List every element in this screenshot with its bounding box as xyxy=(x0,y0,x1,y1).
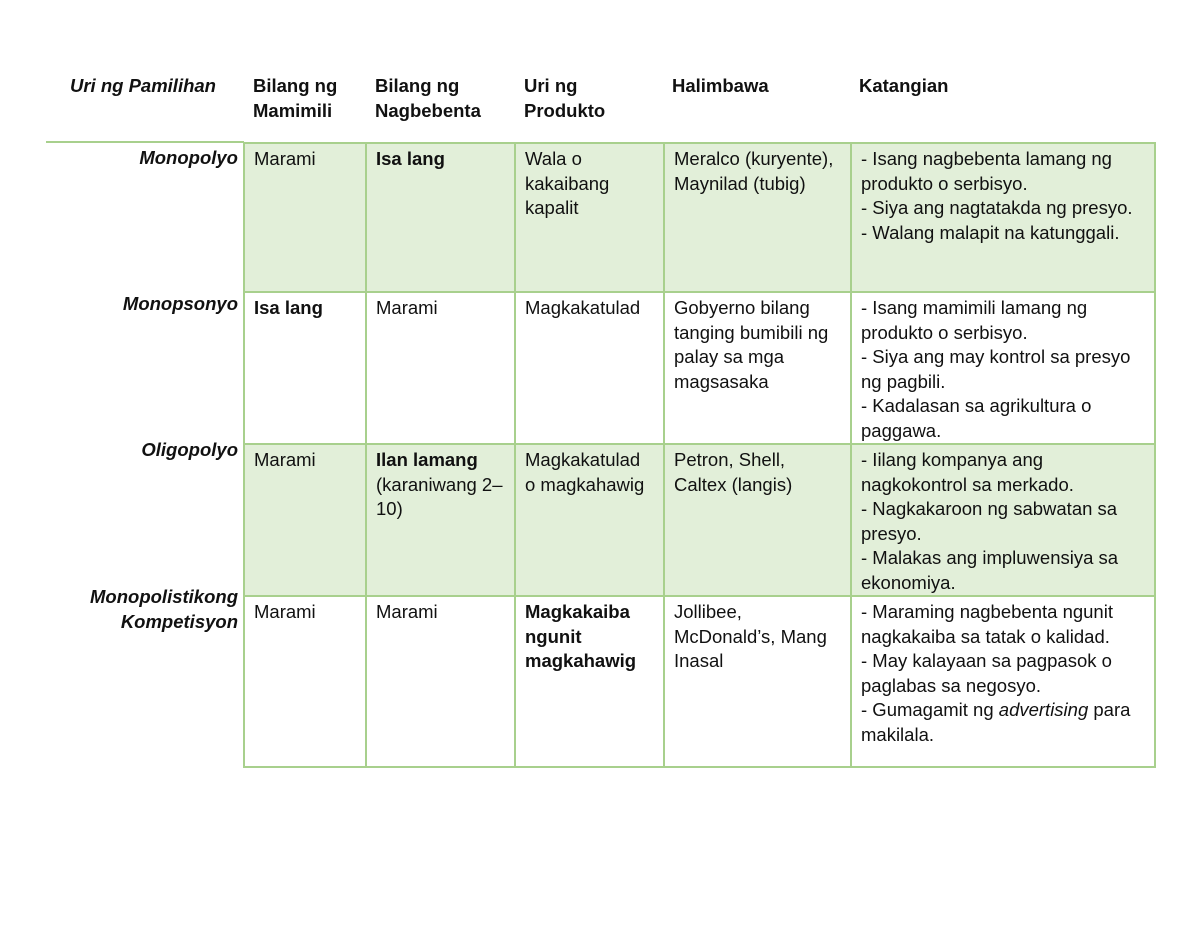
row-label-monopsonyo: Monopsonyo xyxy=(122,293,238,314)
table-row xyxy=(244,143,1155,292)
row-label-oligopolyo: Oligopolyo xyxy=(141,439,238,460)
cell-produkto: Magkakatulad xyxy=(515,292,664,444)
table-row xyxy=(244,444,1155,596)
header-uri-ng-pamilihan: Uri ng Pamilihan xyxy=(70,75,216,96)
cell-mamimili: Marami xyxy=(244,143,366,292)
cell-katangian xyxy=(851,143,1155,292)
nagbebenta-note: (karaniwang 2–10) xyxy=(376,473,503,519)
header-divider xyxy=(46,141,244,143)
katangian-text: para makilala. xyxy=(861,699,1131,745)
katangian-item: - May kalayaan sa pagpasok o paglabas sa negosyo. xyxy=(861,650,1112,696)
katangian-item: - Siya ang may kontrol sa presyo ng pagbili. xyxy=(861,346,1131,392)
row-label-monopolyo: Monopolyo xyxy=(139,147,238,168)
cell-halimbawa: Meralco (kuryente), Maynilad (tubig) xyxy=(664,143,851,292)
katangian-item: - Nagkakaroon ng sabwatan sa presyo. xyxy=(861,498,1118,544)
cell-nagbebenta xyxy=(366,444,515,596)
cell-mamimili: Marami xyxy=(244,596,366,767)
cell-produkto: Magkakatulad o magkahawig xyxy=(515,444,664,596)
cell-katangian xyxy=(851,596,1155,767)
katangian-item: - Malakas ang impluwensiya sa ekonomiya. xyxy=(861,547,1119,593)
header-katangian: Katangian xyxy=(859,75,949,96)
katangian-item: - Siya ang nagtatakda ng presyo. xyxy=(861,197,1133,218)
header-bilang-nagbebenta: Bilang ng Nagbebenta xyxy=(375,75,481,121)
table-row xyxy=(244,596,1155,767)
market-types-table xyxy=(243,142,1156,768)
cell-halimbawa: Petron, Shell, Caltex (langis) xyxy=(664,444,851,596)
cell-katangian xyxy=(851,292,1155,444)
katangian-emphasis: advertising xyxy=(998,699,1089,720)
cell-katangian xyxy=(851,444,1155,596)
cell-nagbebenta: Marami xyxy=(366,292,515,444)
katangian-item: - Isang nagbebenta lamang ng produkto o serbisyo. xyxy=(861,148,1112,194)
katangian-item: - Maraming nagbebenta ngunit nagkakaiba sa tatak o kalidad. xyxy=(861,601,1113,647)
katangian-item xyxy=(861,698,1145,747)
header-bilang-mamimili: Bilang ng Mamimili xyxy=(253,75,338,121)
header-halimbawa: Halimbawa xyxy=(672,75,769,96)
nagbebenta-main: Ilan lamang xyxy=(376,449,478,470)
cell-produkto: Magkakaiba ngunit magkahawig xyxy=(515,596,664,767)
cell-nagbebenta: Marami xyxy=(366,596,515,767)
katangian-item: - Isang mamimili lamang ng produkto o serbisyo. xyxy=(861,297,1088,343)
cell-halimbawa: Gobyerno bilang tanging bumibili ng palay sa mga magsasaka xyxy=(664,292,851,444)
katangian-item: - Walang malapit na katunggali. xyxy=(861,221,1120,243)
header-uri-produkto: Uri ng Produkto xyxy=(524,75,606,121)
cell-mamimili: Isa lang xyxy=(244,292,366,444)
row-label-monopolistikong-kompetisyon: Monopolistikong Kompetisyon xyxy=(90,586,238,632)
katangian-item: - Iilang kompanya ang nagkokontrol sa merkado. xyxy=(861,449,1074,495)
cell-nagbebenta: Isa lang xyxy=(366,143,515,292)
katangian-item: - Kadalasan sa agrikultura o paggawa. xyxy=(861,395,1092,441)
cell-halimbawa: Jollibee, McDonald’s, Mang Inasal xyxy=(664,596,851,767)
katangian-text: - Gumagamit ng xyxy=(861,699,999,720)
cell-mamimili: Marami xyxy=(244,444,366,596)
table-row xyxy=(244,292,1155,444)
cell-produkto: Wala o kakaibang kapalit xyxy=(515,143,664,292)
